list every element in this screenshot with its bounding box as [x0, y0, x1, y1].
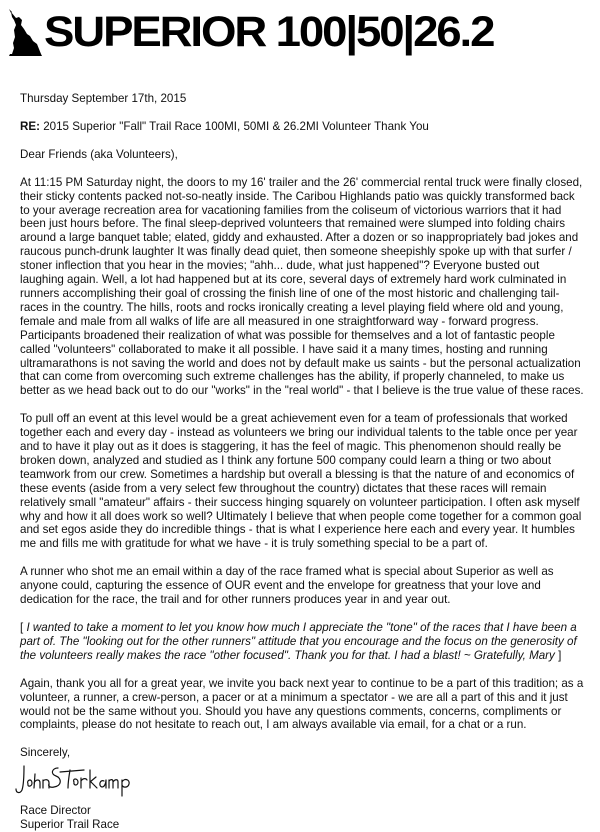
brand-wordmark: SUPERIOR 100|50|26.2 — [44, 8, 494, 56]
letter-body — [20, 92, 586, 832]
paragraph-1: At 11:15 PM Saturday night, the doors to my 16' trailer and the 26' commercial rental truck were finally closed, their sticky contents packed not-so-neatly inside. The Caribou Highlands patio was quickly transformed back to your average recreation area for vacationing families from the coliseum of victorious warriors that it had been just hours before. The final sleep-deprived volunteers that remained were slumped into folding chairs around a large banquet table; elated, giddy and exhausted. After a dozen or so inappropriately bad jokes and raucous punch-drunk laughter It was finally dead quiet, then someone sheepishly spoke up with that surfer / stoner inflection that you hear in the movies; "ahh... dude, what just happened"? Everyone busted out laughing again. Well, a lot had happened but at its core, several days of extremely hard work culminated in runners accomplishing their goal of crossing the finish line of one of the most historic and challenging tail-races in the country. The hills, roots and rocks ironically creating a level playing field where old and young, female and male from all walks of life are all measured in one straightforward way - forward progress. Participants broadened their realization of what was possible for themselves and a lot of fantastic people called "volunteers" collaborated to make it all possible. I have said it a many times, hosting and running ultramarathons is not saving the world and does not by default make us saints - but the personal actualization that can come from overcoming such extreme challenges has the ability, if properly channeled, to make us better as we head back out to do our "works" in the "real world" - that I believe is the true value of these races. — [20, 175, 584, 398]
signer-organization: Superior Trail Race — [20, 818, 120, 832]
paragraph-2: To pull off an event at this level would be a great achievement even for a team of professionals that worked together each and every day - instead as volunteers we bring our individual talents to the table once per year and to have it play out as it does is staggering, it has the feel of magic. This phenomenon should really be broken down, analyzed and studied as I think any fortune 500 company could learn a thing or two about teamwork from our crew. Sometimes a hardship but overall a blessing is that the nature of and economics of these events (aside from a very select few throughout the country) dictates that these races will remain relatively small "amateur" affairs - their success hinging squarely on volunteer participation. I often ask myself why and how it all does work so well? Ultimately I believe that when people come together for a common goal and set egos aside they do incredible things - that is what I experience here each and every year. It humbles me and fills me with gratitude for what we have - it is truly something special to be a part of. — [20, 412, 582, 551]
quote-text: I wanted to take a moment to let you know how much I appreciate the "tone" of the races that I have been a part of. The "looking out for the other runners" attitude that you encourage and the focus on the generosity of the volunteers really makes the race "other focused". Thank you for that. I had a blast! ~ Gratefully, Mary — [20, 621, 577, 662]
howling-wolf-icon — [8, 8, 42, 56]
paragraph-3: A runner who shot me an email within a day of the race framed what is special about Superior as well as anyone could, capturing the essence of OUR event and the envelope for greatness that your love and dedication for the race, the trail and for other runners produces year in and year out. — [20, 565, 554, 607]
quote-open-bracket: [ — [20, 621, 27, 634]
subject-line — [20, 120, 586, 134]
closing-paragraph: Again, thank you all for a great year, we invite you back next year to continue to be a part of this tradition; as a volunteer, a runner, a crew-person, a pacer or at a minimum a spectator - we are all a part of this and it just would not be the same without you. Should you have any questions comments, concerns, compliments or complaints, please do not hesitate to reach out, I am always available via email, for a chat or a run. — [20, 676, 584, 732]
letterhead — [8, 6, 592, 58]
letter-date: Thursday September 17th, 2015 — [20, 92, 187, 105]
handwritten-signature — [14, 760, 134, 798]
quote-close-bracket: ] — [554, 648, 562, 662]
subject-label: RE: — [20, 119, 40, 133]
signer-title: Race Director — [20, 804, 91, 818]
quoted-email — [20, 621, 586, 663]
subject-text: 2015 Superior "Fall" Trail Race 100MI, 50MI & 26.2MI Volunteer Thank You — [39, 119, 429, 133]
signoff: Sincerely, — [20, 746, 71, 760]
signature-block — [20, 746, 586, 832]
salutation: Dear Friends (aka Volunteers), — [20, 147, 178, 161]
